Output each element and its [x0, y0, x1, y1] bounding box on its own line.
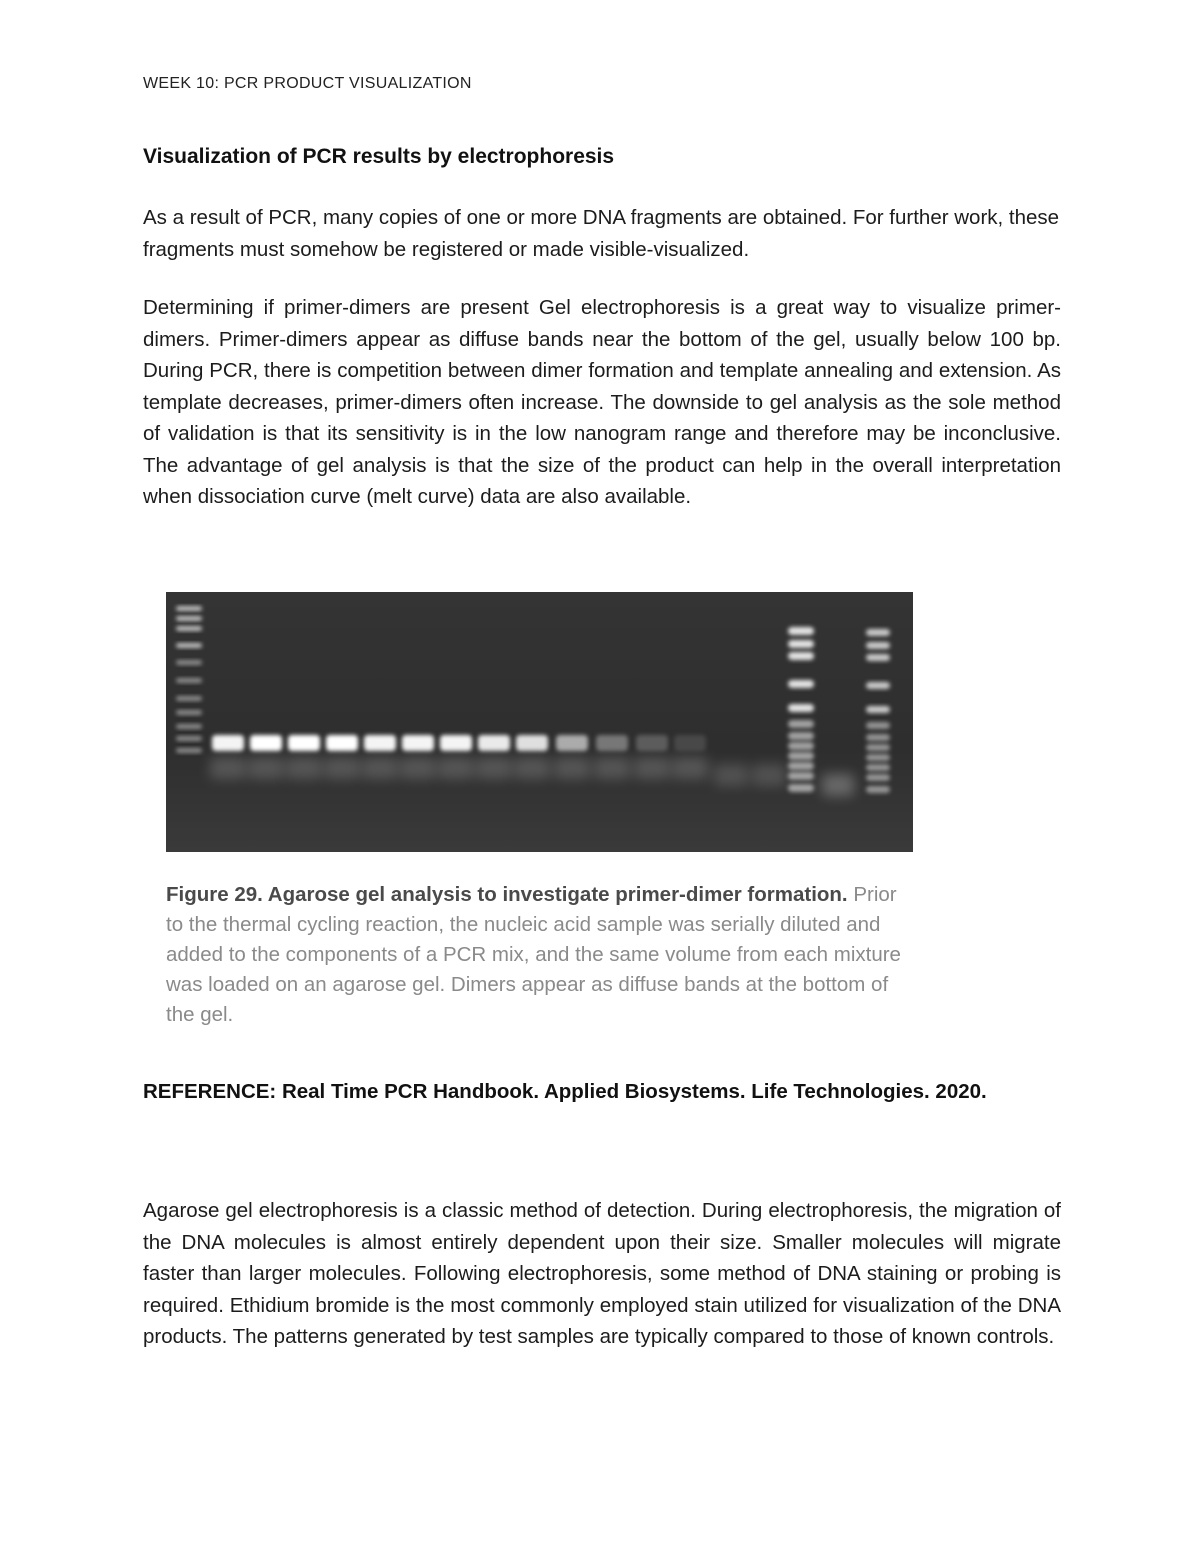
- ladder-band: [788, 732, 814, 740]
- ladder-band: [176, 643, 202, 648]
- dimer-smear: [476, 757, 512, 779]
- reference-citation: REFERENCE: Real Time PCR Handbook. Applied Biosystems. Life Technologies. 2020.: [143, 1080, 987, 1103]
- ladder-band: [788, 680, 814, 688]
- dimer-smear: [400, 757, 436, 779]
- ladder-band: [176, 616, 202, 621]
- paragraph-primer-dimers: Determining if primer-dimers are present Gel electrophoresis is a great way to visualize primer- dimers. Primer-dimers appear as diffuse bands near the bottom of the gel, usually below 100 bp. During PCR, there is competition between dimer formation and template annealing and extension. As template decreases, primer-dimers often increase. The downside to gel analysis as the sole method of validation is that its sensitivity is in the low nanogram range and therefore may be inconclusive. The advantage of gel analysis is that the size of the product can help in the overall interpretation when dissociation curve (melt curve) data are also available.: [143, 296, 1061, 508]
- ladder-band: [788, 652, 814, 660]
- ladder-band: [176, 696, 202, 701]
- gel-electrophoresis-image: [166, 592, 913, 852]
- ladder-band: [176, 748, 202, 753]
- ladder-band: [788, 762, 814, 770]
- ladder-band: [176, 606, 202, 611]
- ladder-band: [866, 786, 890, 793]
- product-band: [440, 735, 472, 751]
- ladder-band: [866, 754, 890, 761]
- dimer-smear: [324, 757, 360, 779]
- paragraph-intro: As a result of PCR, many copies of one or more DNA fragments are obtained. For further work, these fragments must somehow be registered or made visible-visualized.: [143, 206, 1060, 261]
- dimer-smear: [362, 757, 398, 779]
- product-band: [478, 735, 510, 751]
- ladder-band: [788, 640, 814, 648]
- ladder-band: [176, 660, 202, 665]
- product-band: [250, 735, 282, 751]
- ladder-band: [866, 774, 890, 781]
- dimer-smear: [672, 757, 708, 779]
- dimer-smear: [822, 774, 854, 796]
- product-band: [556, 735, 588, 751]
- ladder-band: [866, 629, 890, 636]
- product-band: [288, 735, 320, 751]
- ladder-band: [788, 742, 814, 750]
- ladder-band: [866, 682, 890, 689]
- dimer-smear: [438, 757, 474, 779]
- section-heading: Visualization of PCR results by electrophoresis: [143, 145, 615, 168]
- ladder-band: [866, 764, 890, 771]
- ladder-band: [866, 654, 890, 661]
- ladder-band: [866, 734, 890, 741]
- ladder-band: [176, 724, 202, 729]
- dimer-smear: [594, 757, 630, 779]
- product-band: [326, 735, 358, 751]
- ladder-band: [176, 626, 202, 631]
- ladder-band: [866, 642, 890, 649]
- ladder-band: [866, 722, 890, 729]
- gel-image-drawing: [166, 592, 913, 852]
- ladder-band: [866, 744, 890, 751]
- product-band: [596, 735, 628, 751]
- ladder-band: [788, 720, 814, 728]
- figure-caption-text: Prior to the thermal cycling reaction, the nucleic acid sample was serially diluted and added to the components of a PCR mix, and the same volume from each mixture was loaded on an agarose gel. Dimers appear as diffuse bands at the bottom of the gel.: [166, 883, 901, 1026]
- dimer-smear: [752, 764, 786, 786]
- figure-caption: [166, 880, 914, 1030]
- ladder-band: [866, 706, 890, 713]
- dimer-smear: [210, 757, 246, 779]
- dimer-smear: [248, 757, 284, 779]
- ladder-band: [788, 772, 814, 780]
- ladder-band: [176, 678, 202, 683]
- ladder-band: [176, 710, 202, 715]
- page-header: WEEK 10: PCR PRODUCT VISUALIZATION: [143, 75, 472, 92]
- dimer-smear: [554, 757, 590, 779]
- product-band: [674, 735, 706, 751]
- dimer-smear: [514, 757, 550, 779]
- product-band: [402, 735, 434, 751]
- dimer-smear: [286, 757, 322, 779]
- ladder-band: [788, 784, 814, 792]
- product-band: [516, 735, 548, 751]
- product-band: [364, 735, 396, 751]
- ladder-band: [788, 627, 814, 635]
- figure-caption-title: Figure 29. Agarose gel analysis to investigate primer-dimer formation.: [166, 883, 848, 906]
- dimer-smear: [714, 764, 748, 786]
- ladder-band: [788, 752, 814, 760]
- ladder-band: [176, 736, 202, 741]
- product-band: [212, 735, 244, 751]
- ladder-band: [788, 704, 814, 712]
- paragraph-agarose-gel: Agarose gel electrophoresis is a classic method of detection. During electrophoresis, the migration of the DNA molecules is almost entirely dependent upon their size. Smaller molecules will migrate faster than larger molecules. Following electrophoresis, some method of DNA staining or probing is required. Ethidium bromide is the most commonly employed stain utilized for visualization of the DNA products. The patterns generated by test samples are typically compared to those of known controls.: [143, 1199, 1061, 1348]
- product-band: [636, 735, 668, 751]
- dimer-smear: [634, 757, 670, 779]
